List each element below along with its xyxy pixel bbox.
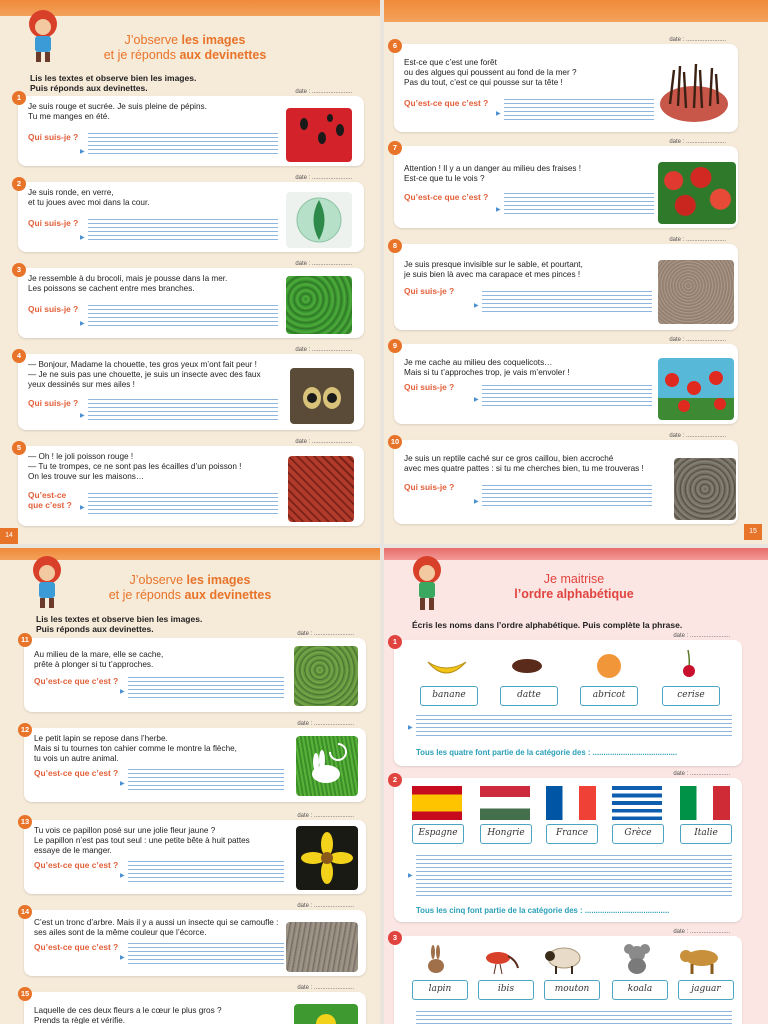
- word-card: ibis: [478, 980, 534, 1000]
- arrow-icon: ▶: [80, 413, 85, 419]
- date-field[interactable]: date : ........................: [297, 903, 354, 909]
- answer-lines[interactable]: [504, 96, 654, 122]
- riddle-card-3: [16, 261, 364, 338]
- mascot-illustration: [404, 554, 450, 614]
- word-card: Grèce: [612, 824, 664, 844]
- riddle-number: 14: [18, 905, 32, 919]
- poppies-image: [658, 358, 734, 420]
- question-label: Qu’est-ce que c’est ?: [404, 192, 489, 202]
- riddle-text: Je suis ronde, en verre, et tu joues avec moi dans la cour.: [28, 188, 150, 207]
- arrow-icon: ▶: [496, 207, 501, 213]
- date-field[interactable]: date : ........................: [295, 89, 352, 95]
- italy-flag-icon: [680, 786, 730, 820]
- answer-lines[interactable]: [88, 490, 278, 516]
- page-14: [0, 0, 380, 544]
- date-field[interactable]: date : ........................: [673, 633, 730, 639]
- riddle-number: 7: [388, 141, 402, 155]
- word-card: Espagne: [412, 824, 464, 844]
- answer-lines[interactable]: [504, 190, 654, 216]
- instructions: Écris les noms dans l’ordre alphabétique. Puis complète la phrase.: [412, 620, 683, 630]
- riddle-number: 3: [12, 263, 26, 277]
- riddle-text: C’est un tronc d’arbre. Mais il y a aussi un insecte qui se camoufle : ses ailes sont de la même couleur que l’écorce.: [34, 918, 279, 937]
- word-card: lapin: [412, 980, 468, 1000]
- date-field[interactable]: date : ........................: [295, 261, 352, 267]
- arrow-icon: ▶: [408, 725, 413, 731]
- riddle-text: Tu vois ce papillon posé sur une jolie fleur jaune ? Le papillon n’est pas tout seul : une petite bête à huit pattes essaye de le manger.: [34, 826, 250, 855]
- sheep-icon: [544, 944, 584, 974]
- ibis-icon: [478, 946, 520, 974]
- word-card: koala: [612, 980, 668, 1000]
- watermelon-image: [286, 108, 352, 162]
- page-17: [384, 548, 768, 1024]
- arrow-icon: ▶: [120, 689, 125, 695]
- alpha-exercise-2: [392, 771, 742, 922]
- mascot-illustration: [20, 8, 66, 66]
- apricot-icon: [594, 650, 624, 680]
- date-field[interactable]: date : ........................: [297, 813, 354, 819]
- question-label: Qui suis-je ?: [404, 482, 455, 492]
- spain-flag-icon: [412, 786, 462, 820]
- riddle-number: 4: [12, 349, 26, 363]
- arrow-icon: ▶: [120, 873, 125, 879]
- instructions: Lis les textes et observe bien les images. Puis réponds aux devinettes.: [36, 614, 203, 634]
- date-field[interactable]: date : ........................: [673, 929, 730, 935]
- question-label: Qui suis-je ?: [28, 132, 79, 142]
- pond-frog-image: [294, 646, 358, 706]
- riddle-text: Je suis presque invisible sur le sable, et pourtant, je suis bien là avec ma carapace et mes pinces !: [404, 260, 583, 279]
- page-15: [384, 0, 768, 544]
- question-label: Qu’est-ce que c’est ?: [404, 98, 489, 108]
- riddle-text: Au milieu de la mare, elle se cache, prête à plonger si tu t’approches.: [34, 650, 164, 669]
- sand-crab-image: [658, 260, 734, 324]
- instructions: Lis les textes et observe bien les images. Puis réponds aux devinettes.: [30, 73, 197, 93]
- riddle-card-11: [21, 631, 366, 712]
- riddle-number: 5: [12, 441, 26, 455]
- page-16: [0, 548, 380, 1024]
- riddle-number: 9: [388, 339, 402, 353]
- answer-lines[interactable]: [88, 216, 278, 242]
- arrow-icon: ▶: [80, 149, 85, 155]
- riddle-card-13: [20, 813, 366, 894]
- word-card: jaguar: [678, 980, 734, 1000]
- question-label: Qui suis-je ?: [28, 398, 79, 408]
- riddle-text: Est-ce que c’est une forêt ou des algues qui poussent au fond de la mer ? Pas du tout, c’est ce qui pousse sur ta tête !: [404, 58, 577, 87]
- riddle-card-14: [20, 903, 366, 976]
- word-card: Italie: [680, 824, 732, 844]
- date-field[interactable]: date : ........................: [297, 985, 354, 991]
- word-card: France: [546, 824, 598, 844]
- riddle-card-10: [390, 433, 738, 524]
- date-field[interactable]: date : ........................: [669, 139, 726, 145]
- greece-flag-icon: [612, 786, 662, 820]
- riddle-text: Je me cache au milieu des coquelicots… Mais si tu t’approches trop, je vais m’envoler !: [404, 358, 570, 377]
- cherry-icon: [676, 648, 702, 678]
- question-label: Qui suis-je ?: [404, 382, 455, 392]
- word-card: abricot: [580, 686, 638, 706]
- riddle-number: 13: [18, 815, 32, 829]
- riddle-text: — Oh ! le joli poisson rouge ! — Tu te trompes, ce ne sont pas les écailles d’un poisson ! On les trouve sur les maisons…: [28, 452, 242, 481]
- answer-lines[interactable]: [88, 130, 278, 156]
- answer-lines[interactable]: [88, 302, 278, 328]
- strawberries-image: [658, 162, 736, 224]
- question-label: Qu’est-ce que c’est ?: [34, 860, 119, 870]
- page-title: Je maitrise l’ordre alphabétique: [514, 572, 634, 601]
- riddle-number: 15: [18, 987, 32, 1001]
- question-label: Qu’est-ce que c’est ?: [34, 942, 119, 952]
- hungary-flag-icon: [480, 786, 530, 820]
- answer-lines[interactable]: [88, 396, 278, 422]
- arrow-icon: ▶: [80, 235, 85, 241]
- date-field[interactable]: date : ........................: [669, 237, 726, 243]
- riddle-card-4: [16, 347, 364, 430]
- france-flag-icon: [546, 786, 596, 820]
- riddle-number: 6: [388, 39, 402, 53]
- date-field[interactable]: date : ........................: [297, 631, 354, 637]
- date-field[interactable]: date : ........................: [295, 439, 352, 445]
- riddle-text: Je suis un reptile caché sur ce gros caillou, bien accroché avec mes quatre pattes : si tu me cherches bien, tu me trouveras !: [404, 454, 644, 473]
- date-fruit-icon: [510, 656, 544, 676]
- marble-image: [286, 192, 352, 248]
- butterfly-flower-image: [296, 826, 358, 890]
- riddle-card-8: [392, 237, 738, 330]
- riddle-number: 1: [12, 91, 26, 105]
- date-field[interactable]: date : ........................: [295, 347, 352, 353]
- page-title: J’observe les images et je réponds aux devinettes: [108, 573, 272, 602]
- question-label: Qui suis-je ?: [28, 218, 79, 228]
- category-sentence: Tous les cinq font partie de la catégorie des : .......................................: [416, 906, 670, 915]
- page-title: J’observe les images et je réponds aux devinettes: [103, 33, 267, 62]
- answer-lines[interactable]: [128, 766, 284, 792]
- exercise-number: 2: [388, 773, 402, 787]
- exercise-number: 3: [388, 931, 402, 945]
- riddle-text: — Bonjour, Madame la chouette, tes gros yeux m’ont fait peur ! — Je ne suis pas une chouette, je suis un insecte avec des faux yeux dessinés sur mes ailes !: [28, 360, 261, 389]
- question-label: Qui suis-je ?: [404, 286, 455, 296]
- rabbit-icon: [424, 944, 448, 974]
- riddle-card-9: [392, 337, 738, 424]
- seaweed-image: [286, 276, 352, 334]
- alpha-exercise-1: [392, 633, 742, 766]
- riddle-text: Attention ! Il y a un danger au milieu des fraises ! Est-ce que tu le vois ?: [404, 164, 582, 183]
- arrow-icon: ▶: [120, 781, 125, 787]
- riddle-card-7: [392, 139, 738, 228]
- hair-closeup-image: [658, 60, 730, 122]
- riddle-text: Laquelle de ces deux fleurs a le cœur le plus gros ? Prends ta règle et vérifie.: [34, 1006, 222, 1024]
- lizard-rock-image: [674, 458, 736, 520]
- arrow-icon: ▶: [408, 873, 413, 879]
- arrow-icon: ▶: [120, 955, 125, 961]
- answer-lines[interactable]: [416, 712, 732, 738]
- arrow-icon: ▶: [474, 397, 479, 403]
- arrow-icon: ▶: [496, 111, 501, 117]
- riddle-text: Le petit lapin se repose dans l’herbe. Mais si tu tournes ton cahier comme le montre la flèche, tu vois un autre animal.: [34, 734, 237, 763]
- riddle-card-15: [20, 985, 366, 1024]
- date-field[interactable]: date : ........................: [673, 771, 730, 777]
- answer-lines[interactable]: [482, 482, 652, 508]
- question-label: Qu’est-ce que c’est ?: [28, 490, 72, 510]
- roof-tiles-image: [288, 456, 354, 522]
- mascot-illustration: [24, 554, 70, 612]
- date-field[interactable]: date : ........................: [669, 433, 726, 439]
- exercise-number: 1: [388, 635, 402, 649]
- banana-icon: [424, 654, 468, 680]
- koala-icon: [622, 942, 652, 974]
- page-number: 14: [0, 528, 18, 544]
- answer-lines[interactable]: [128, 674, 284, 700]
- riddle-card-1: [16, 89, 364, 166]
- riddle-number: 8: [388, 239, 402, 253]
- date-field[interactable]: date : ........................: [295, 175, 352, 181]
- arrow-icon: ▶: [80, 321, 85, 327]
- word-card: cerise: [662, 686, 720, 706]
- answer-lines[interactable]: [128, 858, 284, 884]
- page-header-band: [384, 0, 768, 22]
- rabbit-grass-image: [296, 736, 358, 796]
- answer-lines[interactable]: [128, 940, 284, 966]
- arrow-icon: ▶: [80, 505, 85, 511]
- answer-lines[interactable]: [416, 852, 732, 898]
- answer-lines[interactable]: [482, 288, 652, 314]
- riddle-text: Je suis rouge et sucrée. Je suis pleine de pépins. Tu me manges en été.: [28, 102, 207, 121]
- date-field[interactable]: date : ........................: [669, 37, 726, 43]
- answer-lines[interactable]: [482, 382, 652, 408]
- word-card: mouton: [544, 980, 600, 1000]
- question-label: Qu’est-ce que c’est ?: [34, 768, 119, 778]
- date-field[interactable]: date : ........................: [669, 337, 726, 343]
- page-number: 15: [744, 524, 762, 540]
- date-field[interactable]: date : ........................: [297, 721, 354, 727]
- arrow-icon: ▶: [474, 499, 479, 505]
- jaguar-icon: [680, 944, 724, 974]
- category-sentence: Tous les quatre font partie de la catégorie des : .......................................: [416, 748, 678, 757]
- riddle-card-5: [16, 439, 364, 526]
- riddle-number: 12: [18, 723, 32, 737]
- riddle-card-2: [16, 175, 364, 252]
- word-card: Hongrie: [480, 824, 532, 844]
- tree-bark-image: [286, 922, 358, 972]
- alpha-exercise-3: [392, 929, 742, 1024]
- word-card: banane: [420, 686, 478, 706]
- word-card: datte: [500, 686, 558, 706]
- question-label: Qui suis-je ?: [28, 304, 79, 314]
- riddle-text: Je ressemble à du brocoli, mais je pousse dans la mer. Les poissons se cachent entre mes branches.: [28, 274, 228, 293]
- question-label: Qu’est-ce que c’est ?: [34, 676, 119, 686]
- riddle-number: 11: [18, 633, 32, 647]
- riddle-number: 10: [388, 435, 402, 449]
- arrow-icon: ▶: [474, 303, 479, 309]
- riddle-card-6: [392, 37, 738, 132]
- flowers-image: [294, 1004, 358, 1024]
- owl-butterfly-image: [290, 368, 354, 424]
- riddle-number: 2: [12, 177, 26, 191]
- answer-lines[interactable]: [416, 1008, 732, 1024]
- riddle-card-12: [20, 721, 366, 802]
